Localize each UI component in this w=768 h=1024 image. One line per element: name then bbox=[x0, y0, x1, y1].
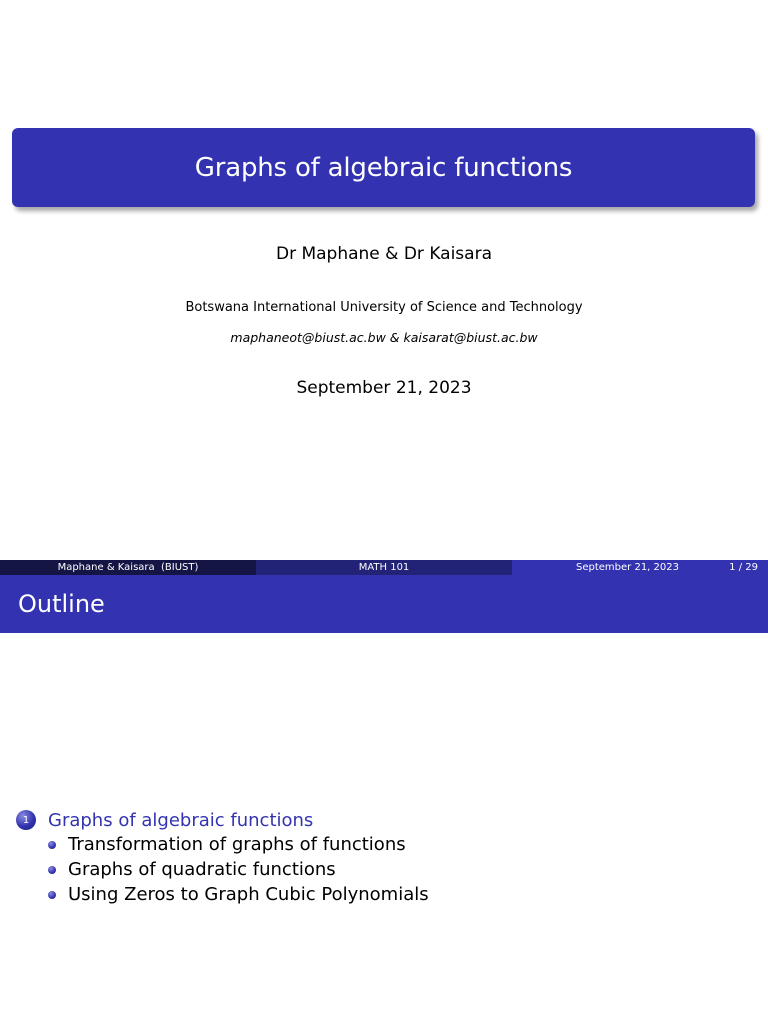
bullet-ball-icon bbox=[48, 841, 56, 849]
toc-subsection-label[interactable]: Using Zeros to Graph Cubic Polynomials bbox=[68, 884, 429, 905]
toc-subsection[interactable] bbox=[48, 857, 429, 882]
frame-title-bar bbox=[0, 575, 768, 633]
footer-date: September 21, 2023 bbox=[576, 562, 679, 573]
slide-footer bbox=[0, 560, 768, 575]
footer-date-segment bbox=[512, 560, 768, 575]
bullet-ball-icon bbox=[48, 866, 56, 874]
presentation-date: September 21, 2023 bbox=[296, 378, 472, 398]
footer-authors: Maphane & Kaisara (BIUST) bbox=[57, 562, 199, 573]
footer-page-number: 1 / 29 bbox=[729, 562, 758, 573]
toc-section-label[interactable]: Graphs of algebraic functions bbox=[48, 809, 314, 831]
table-of-contents bbox=[16, 808, 429, 907]
toc-subsection-label[interactable]: Transformation of graphs of functions bbox=[68, 834, 406, 855]
toc-section[interactable] bbox=[16, 808, 429, 832]
toc-subsection[interactable] bbox=[48, 882, 429, 907]
authors: Dr Maphane & Dr Kaisara bbox=[275, 244, 492, 264]
numbered-ball-icon bbox=[16, 810, 36, 830]
institute: Botswana International University of Science and Technology bbox=[185, 300, 583, 315]
section-number: 1 bbox=[22, 814, 30, 826]
title-box bbox=[12, 128, 755, 207]
presentation-title: Graphs of algebraic functions bbox=[194, 152, 573, 183]
frame-title: Outline bbox=[18, 590, 105, 618]
footer-course: MATH 101 bbox=[358, 562, 410, 573]
author-emails: maphaneot@biust.ac.bw & kaisarat@biust.ac.bw bbox=[230, 330, 538, 345]
toc-subsection-label[interactable]: Graphs of quadratic functions bbox=[68, 859, 336, 880]
footer-course-segment bbox=[256, 560, 512, 575]
toc-subsection[interactable] bbox=[48, 832, 429, 857]
footer-authors-segment bbox=[0, 560, 256, 575]
bullet-ball-icon bbox=[48, 891, 56, 899]
